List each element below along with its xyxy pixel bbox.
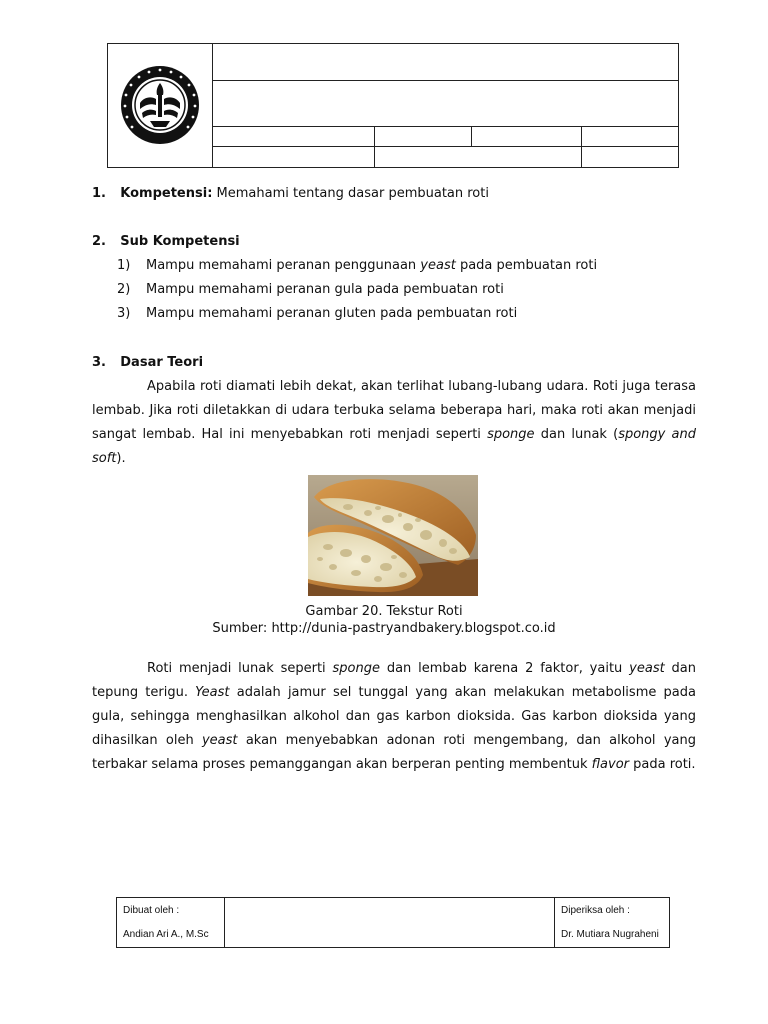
list-item	[117, 254, 677, 278]
header-col-line	[471, 126, 472, 146]
section-number: 1.	[92, 186, 106, 201]
made-by-name: Andian Ari A., M.Sc	[123, 929, 209, 940]
section-label: Kompetensi:	[120, 186, 213, 201]
section-dasar-teori-title	[92, 351, 692, 375]
logo-cell	[108, 44, 213, 167]
paragraph-italic: yeast	[201, 733, 238, 748]
list-item	[117, 278, 677, 302]
section-kompetensi	[92, 182, 692, 206]
list-item-number: 1)	[117, 258, 131, 273]
paragraph-text: dan lembab karena 2 faktor, yaitu	[379, 661, 630, 676]
list-item-number: 3)	[117, 306, 131, 321]
list-item	[117, 302, 677, 326]
section-title: Dasar Teori	[120, 355, 204, 370]
checked-by-name: Dr. Mutiara Nugraheni	[561, 929, 659, 940]
paragraph-text: dan tepung terigu.	[92, 661, 696, 700]
paragraph-italic: flavor	[591, 757, 629, 772]
list-item-number: 2)	[117, 282, 131, 297]
paragraph-text: adalah jamur sel tunggal yang akan melakukan metabolisme pada gula, sehingga menghasilkan alkohol dan gas karbon dioksida. Gas karbon dioksida yang dihasilkan oleh	[92, 685, 696, 748]
header-row-line	[213, 126, 678, 127]
section-sub-kompetensi-title	[92, 230, 692, 254]
header-row-line	[213, 146, 678, 147]
footer-col-line	[554, 898, 555, 947]
figure-caption: Gambar 20. Tekstur Roti	[305, 604, 463, 619]
paragraph-2	[92, 657, 696, 777]
header-row-line	[213, 80, 678, 81]
paragraph-italic: sponge	[487, 427, 535, 442]
paragraph-text: pada roti.	[629, 757, 696, 772]
paragraph-italic: Yeast	[195, 685, 230, 700]
section-title: Sub Kompetensi	[120, 234, 240, 249]
checked-by-label: Diperiksa oleh :	[561, 905, 630, 916]
section-number: 2.	[92, 234, 106, 249]
sub-kompetensi-list	[117, 254, 677, 326]
list-item-text: Mampu memahami peranan gluten pada pembuatan roti	[146, 306, 518, 321]
paragraph-1	[92, 375, 696, 471]
paragraph-italic: yeast	[629, 661, 665, 676]
document-header-table	[107, 43, 679, 168]
bread-texture-photo	[308, 475, 478, 596]
section-text: Memahami tentang dasar pembuatan roti	[216, 186, 489, 201]
university-seal-icon	[120, 65, 200, 145]
paragraph-text: Apabila roti diamati lebih dekat, akan terlihat lubang-lubang udara. Roti juga terasa lembab. Jika roti diletakkan di udara terbuka selama beberapa hari, maka roti akan menjadi sangat lembab. Hal ini menyebabkan roti menjadi seperti	[92, 379, 696, 442]
section-number: 3.	[92, 355, 106, 370]
paragraph-text: akan menyebabkan adonan roti mengembang, dan alkohol yang terbakar selama proses pemanggangan akan berperan penting membentuk	[92, 733, 696, 772]
header-col-line	[374, 126, 375, 167]
paragraph-text: ).	[116, 451, 126, 466]
paragraph-italic: spongy and soft	[92, 427, 696, 466]
footer-col-line	[224, 898, 225, 947]
list-item-text: Mampu memahami peranan penggunaan	[146, 258, 421, 273]
list-item-text: pada pembuatan roti	[455, 258, 598, 273]
figure-source: Sumber: http://dunia-pastryandbakery.blogspot.co.id	[212, 621, 556, 636]
made-by-label: Dibuat oleh :	[123, 905, 180, 916]
header-col-line	[581, 126, 582, 167]
document-footer-table	[116, 897, 670, 948]
list-item-italic: yeast	[420, 258, 456, 273]
paragraph-text: Roti menjadi lunak seperti	[147, 661, 333, 676]
list-item-text: Mampu memahami peranan gula pada pembuatan roti	[146, 282, 504, 297]
paragraph-text: dan lunak (	[534, 427, 619, 442]
paragraph-italic: sponge	[332, 661, 380, 676]
